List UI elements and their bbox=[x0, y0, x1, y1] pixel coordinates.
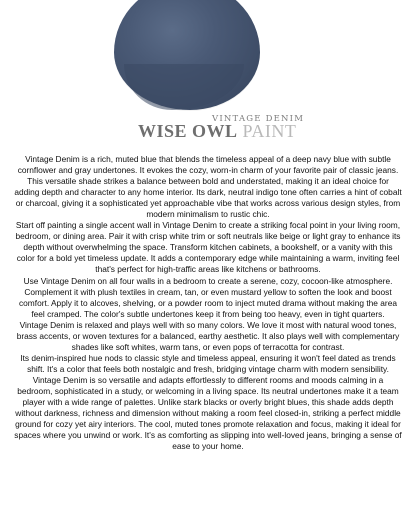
paragraph-pairings: Vintage Denim is relaxed and plays well with so many colors. We love it most with natural wood tones, brass accents, or woven textures for a balanced, earthy aesthetic. It also plays well with complementary shades like soft whites, warm tans, or even pops of terracotta for contrast. bbox=[16, 319, 400, 352]
product-description bbox=[14, 154, 402, 452]
paint-blob-shadow bbox=[124, 64, 244, 110]
paragraph-bedroom: Use Vintage Denim on all four walls in a bedroom to create a serene, cozy, cocoon-like atmosphere. Complement it with plush textiles in cream, tan, or even mustard yellow to soften the look and boost comfort. Apply it to alcoves, shelving, or a powder room to inject muted drama without making the area feel cramped. The color's subtle undertones keep it from being too heavy, even in tight quarters. bbox=[19, 275, 397, 319]
paint-swatch bbox=[0, 0, 416, 125]
product-name: VINTAGE DENIM bbox=[212, 114, 305, 124]
logo-word-wise-owl: WISE OWL bbox=[138, 121, 238, 141]
brand-logo bbox=[0, 114, 416, 154]
paragraph-adaptability: Vintage Denim is so versatile and adapts effortlessly to different rooms and moods calming in a bedroom, sophisticated in a study, or welcoming in a living space. Its neutral undertones make it a team player with a wide range of palettes. Unlike stark blacks or overly bright blues, this shade adds depth without darkness, richness and dimension without making a room feel closed-in, striking a perfect middle ground for cozy yet airy interiors. The cool, muted tones promote relaxation and focus, making it ideal for spaces where you unwind or work. It's as comforting as slipping into well-loved jeans, bringing a sense of ease to your home. bbox=[14, 374, 402, 452]
paragraph-versatility: This versatile shade strikes a balance between bold and understated, making it an ideal choice for adding depth and character to any home interior. Its dark, neutral indigo tone often carries a hint of cobalt or charcoal, giving it a sophisticated yet approachable vibe that works across various design styles, from modern minimalism to rustic chic. bbox=[14, 176, 402, 220]
logo-word-paint: PAINT bbox=[242, 121, 297, 141]
paragraph-timeless: Its denim-inspired hue nods to classic style and timeless appeal, ensuring it won't feel dated as trends shift. It's a color that feels both nostalgic and fresh, bridging vintage charm with modern sensibility. bbox=[20, 352, 396, 374]
logo-wordmark bbox=[138, 121, 296, 142]
paragraph-accent-wall: Start off painting a single accent wall in Vintage Denim to create a striking focal point in your living room, bedroom, or dining area. Pair it with crisp white trim or soft neutrals like beige or light gray to enhance its depth without overwhelming the space. Transform kitchen cabinets, a bookshelf, or a vanity with this color for a bold yet timeless update. It adds a contemporary edge while maintaining a warm, inviting feel that's perfect for high-traffic areas like kitchens or bathrooms. bbox=[15, 220, 401, 275]
paragraph-intro: Vintage Denim is a rich, muted blue that blends the timeless appeal of a deep navy blue with subtle cornflower and gray undertones. It evokes the cozy, worn-in charm of your favorite pair of classic jeans. bbox=[17, 154, 399, 176]
